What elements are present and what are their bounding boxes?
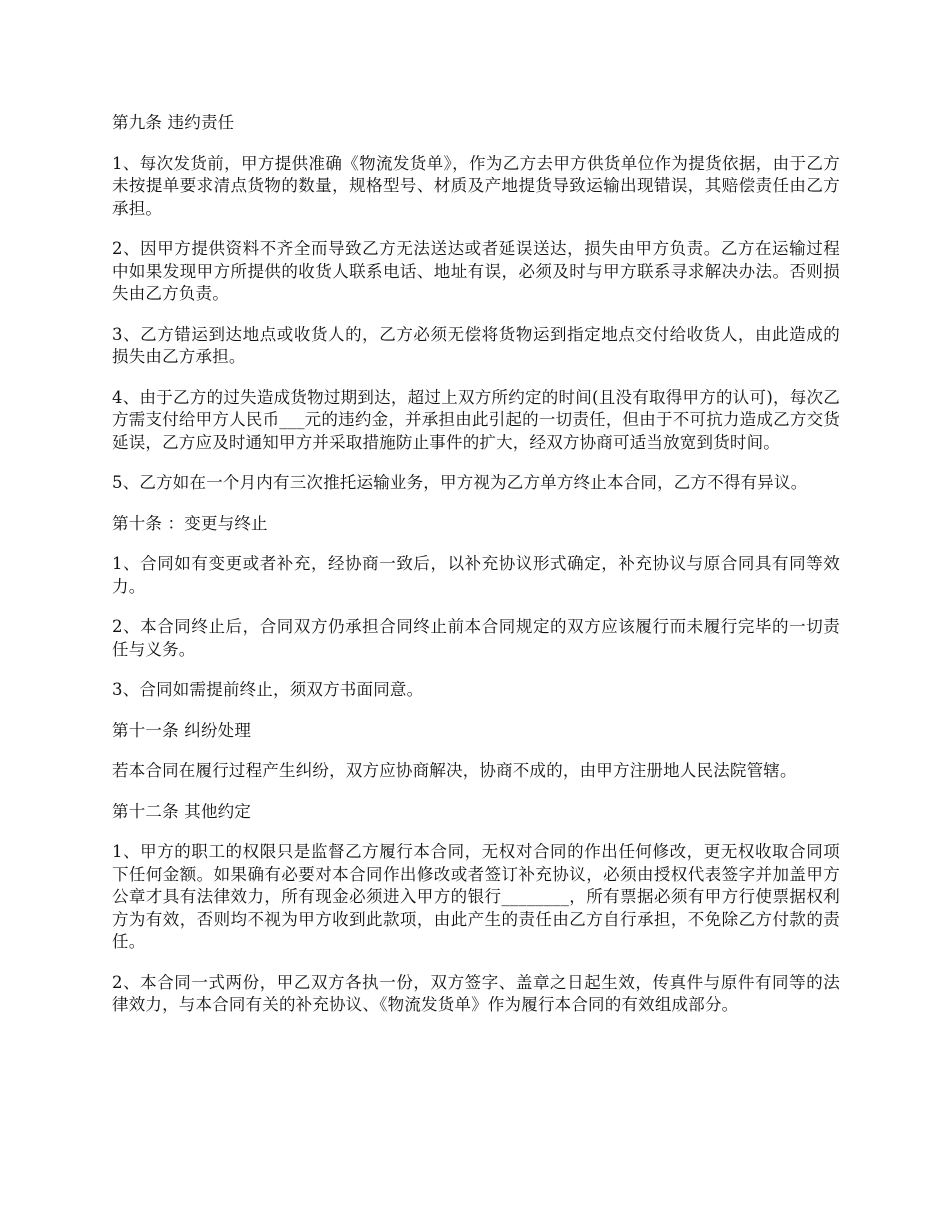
paragraph: 1、甲方的职工的权限只是监督乙方履行本合同，无权对合同的作出任何修改，更无权收取合同项下任何金额。如果确有必要对本合同作出修改或者签订补充协议，必须由授权代表签字并加盖甲方公章才具有法律效力，所有现金必须进入甲方的银行________，所有票据必须有甲方行使票据权利方为有效，否则均不视为甲方收到此款项，由此产生的责任由乙方自行承担，不免除乙方付款的责任。: [112, 842, 840, 951]
paragraph: 2、本合同终止后，合同双方仍承担合同终止前本合同规定的双方应该履行而未履行完毕的一切责任与义务。: [112, 617, 840, 659]
section-heading-article-12: 第十二条 其他约定: [112, 801, 252, 821]
section-heading-article-9: 第九条 违约责任: [112, 113, 235, 132]
section-heading-article-10: 第十条 ：变更与终止: [112, 513, 268, 533]
paragraph: 2、本合同一式两份，甲乙双方各执一份，双方签字、盖章之日起生效，传真件与原件有同等的法律效力，与本合同有关的补充协议、《物流发货单》作为履行本合同的有效组成部分。: [112, 972, 840, 1014]
paragraph: 4、由于乙方的过失造成货物过期到达，超过上双方所约定的时间(且没有取得甲方的认可)，每次乙方需支付给甲方人民币___元的违约金，并承担由此引起的一切责任，但由于不可抗力造成乙方交货延误，乙方应及时通知甲方并采取措施防止事件的扩大，经双方协商可适当放宽到货时间。: [112, 387, 840, 452]
paragraph: 3、乙方错运到达地点或收货人的，乙方必须无偿将货物运到指定地点交付给收货人，由此造成的损失由乙方承担。: [112, 324, 840, 366]
paragraph: 若本合同在履行过程产生纠纷，双方应协商解决，协商不成的，由甲方注册地人民法院管辖。: [112, 761, 797, 780]
paragraph: 1、合同如有变更或者补充，经协商一致后，以补充协议形式确定，补充协议与原合同具有同等效力。: [112, 554, 840, 596]
paragraph: 2、因甲方提供资料不齐全而导致乙方无法送达或者延误送达，损失由甲方负责。乙方在运输过程中如果发现甲方所提供的收货人联系电话、地址有误，必须及时与甲方联系寻求解决办法。否则损失由乙方负责。: [112, 239, 840, 303]
paragraph: 5、乙方如在一个月内有三次推托运输业务，甲方视为乙方单方终止本合同，乙方不得有异议。: [112, 473, 808, 492]
document-page: [112, 112, 840, 1035]
section-heading-article-11: 第十一条 纠纷处理: [112, 720, 252, 740]
paragraph: 1、每次发货前，甲方提供准确《物流发货单》，作为乙方去甲方供货单位作为提货依据，由于乙方未按提单要求清点货物的数量，规格型号、材质及产地提货导致运输出现错误，其赔偿责任由乙方承担。: [112, 153, 840, 218]
paragraph: 3、合同如需提前终止，须双方书面同意。: [112, 680, 424, 699]
